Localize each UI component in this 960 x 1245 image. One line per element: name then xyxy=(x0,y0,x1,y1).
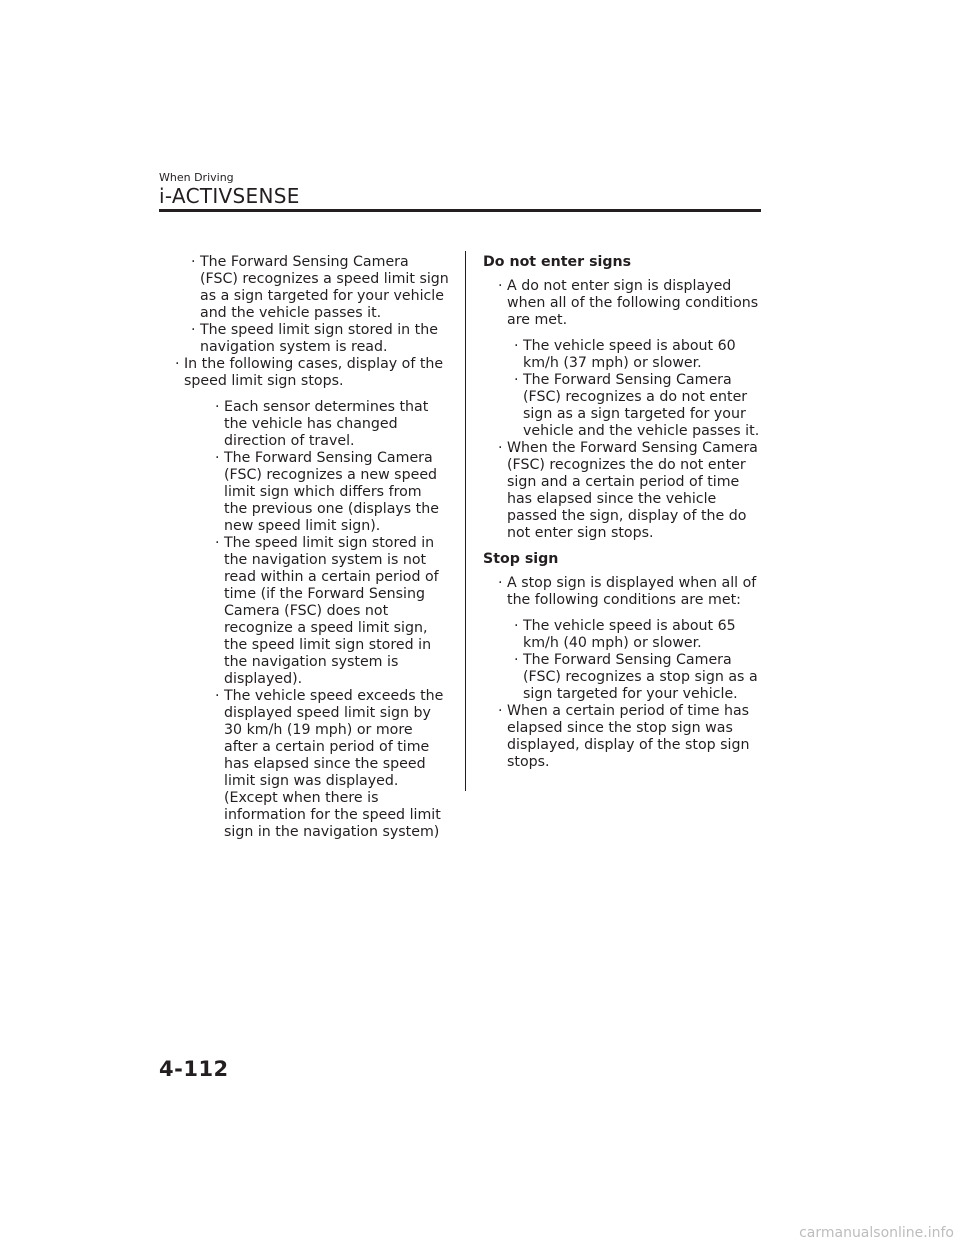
stop-sign-conditions xyxy=(507,618,768,703)
do-not-enter-conditions xyxy=(507,338,768,440)
list-item: · The Forward Sensing Camera (FSC) recognizes a stop sign as a sign targeted for your vehicle. xyxy=(507,652,768,703)
list-item: · The speed limit sign stored in the navigation system is not read within a certain period of time (if the Forward Sensing Camera (FSC) does not recognize a speed limit sign, the speed limit sign stored in the navigation system is displayed). xyxy=(184,535,449,688)
stop-sign-display: A stop sign is displayed when all of the following conditions are met: xyxy=(507,575,757,608)
right-column xyxy=(483,254,768,771)
list-item xyxy=(159,356,449,841)
section-kicker: When Driving xyxy=(159,171,234,184)
list-item xyxy=(483,575,768,703)
speed-limit-stop-list xyxy=(159,356,449,841)
list-item: · The Forward Sensing Camera (FSC) recognizes a do not enter sign as a sign targeted for your vehicle and the vehicle passes it. xyxy=(507,372,768,440)
header-rule xyxy=(159,209,761,212)
list-item: · The vehicle speed exceeds the displayed speed limit sign by 30 km/h (19 mph) or more after a certain period of time has elapsed since the speed limit sign was displayed. (Except when there is information for the speed limit sign in the navigation system) xyxy=(184,688,449,841)
list-item xyxy=(483,278,768,440)
page-number: 4-112 xyxy=(159,1057,229,1081)
list-item: · The Forward Sensing Camera (FSC) recognizes a new speed limit sign which differs from the previous one (displays the new speed limit sign). xyxy=(184,450,449,535)
stop-sign-list xyxy=(483,575,768,771)
list-item: · When the Forward Sensing Camera (FSC) recognizes the do not enter sign and a certain period of time has elapsed since the vehicle passed the sign, display of the do not enter sign stops. xyxy=(483,440,768,542)
list-item: · The speed limit sign stored in the navigation system is read. xyxy=(159,322,449,356)
list-item: · The vehicle speed is about 60 km/h (37 mph) or slower. xyxy=(507,338,768,372)
column-divider xyxy=(465,251,466,791)
do-not-enter-list xyxy=(483,278,768,542)
stop-case-text: In the following cases, display of the speed limit sign stops. xyxy=(184,356,444,389)
list-item: · The vehicle speed is about 65 km/h (40 mph) or slower. xyxy=(507,618,768,652)
list-item: · The Forward Sensing Camera (FSC) recognizes a speed limit sign as a sign targeted for your vehicle and the vehicle passes it. xyxy=(159,254,449,322)
left-column xyxy=(159,254,449,841)
do-not-enter-display: A do not enter sign is displayed when all of the following conditions are met. xyxy=(507,278,759,328)
stop-sign-heading: Stop sign xyxy=(483,551,559,567)
section-title: i-ACTIVSENSE xyxy=(159,184,300,208)
list-item: · Each sensor determines that the vehicle has changed direction of travel. xyxy=(184,399,449,450)
do-not-enter-heading: Do not enter signs xyxy=(483,254,632,270)
watermark-link[interactable]: carmanualsonline.info xyxy=(799,1225,954,1241)
speed-limit-display-list xyxy=(159,254,449,356)
list-item: · When a certain period of time has elapsed since the stop sign was displayed, display of the stop sign stops. xyxy=(483,703,768,771)
stop-conditions-list xyxy=(184,399,449,841)
